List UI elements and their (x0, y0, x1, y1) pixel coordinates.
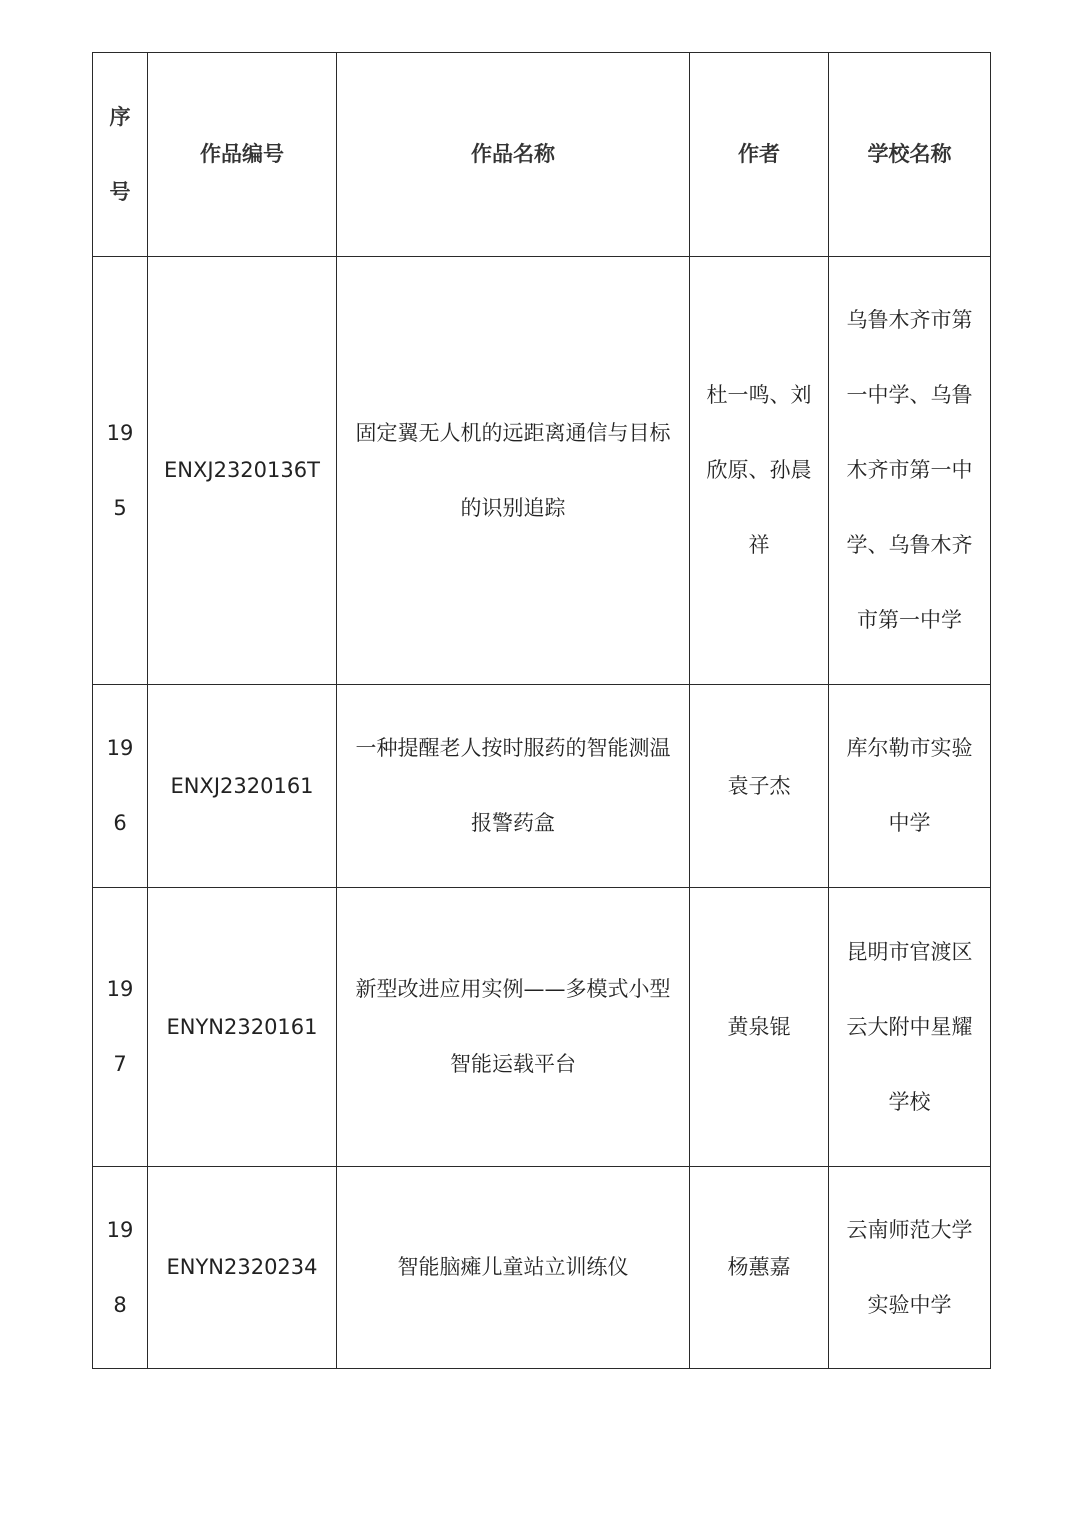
work-code-cell: ENYN2320234 (148, 1167, 337, 1369)
school-name-cell: 乌鲁木齐市第一中学、乌鲁木齐市第一中学、乌鲁木齐市第一中学 (829, 257, 991, 685)
table-row (93, 888, 991, 1167)
work-title-cell: 固定翼无人机的远距离通信与目标的识别追踪 (337, 257, 690, 685)
table-row (93, 1167, 991, 1369)
serial-number-cell: 198 (93, 1167, 148, 1369)
table-row (93, 685, 991, 888)
school-name-cell: 库尔勒市实验中学 (829, 685, 991, 888)
work-title-cell: 智能脑瘫儿童站立训练仪 (337, 1167, 690, 1369)
work-title-cell: 新型改进应用实例——多模式小型智能运载平台 (337, 888, 690, 1167)
author-cell: 黄泉锟 (690, 888, 829, 1167)
author-cell: 袁子杰 (690, 685, 829, 888)
serial-number-cell: 196 (93, 685, 148, 888)
table-header-row (93, 53, 991, 257)
author-cell: 杨蕙嘉 (690, 1167, 829, 1369)
table-row (93, 257, 991, 685)
work-title-cell: 一种提醒老人按时服药的智能测温报警药盒 (337, 685, 690, 888)
header-author: 作者 (690, 53, 829, 257)
award-list-table (92, 52, 991, 1369)
school-name-cell: 昆明市官渡区云大附中星耀学校 (829, 888, 991, 1167)
header-school-name: 学校名称 (829, 53, 991, 257)
serial-number-cell: 197 (93, 888, 148, 1167)
serial-number-cell: 195 (93, 257, 148, 685)
header-serial-number: 序号 (93, 53, 148, 257)
work-code-cell: ENYN2320161 (148, 888, 337, 1167)
school-name-cell: 云南师范大学实验中学 (829, 1167, 991, 1369)
work-code-cell: ENXJ2320161 (148, 685, 337, 888)
header-work-title: 作品名称 (337, 53, 690, 257)
header-work-code: 作品编号 (148, 53, 337, 257)
author-cell: 杜一鸣、刘欣原、孙晨祥 (690, 257, 829, 685)
work-code-cell: ENXJ2320136T (148, 257, 337, 685)
